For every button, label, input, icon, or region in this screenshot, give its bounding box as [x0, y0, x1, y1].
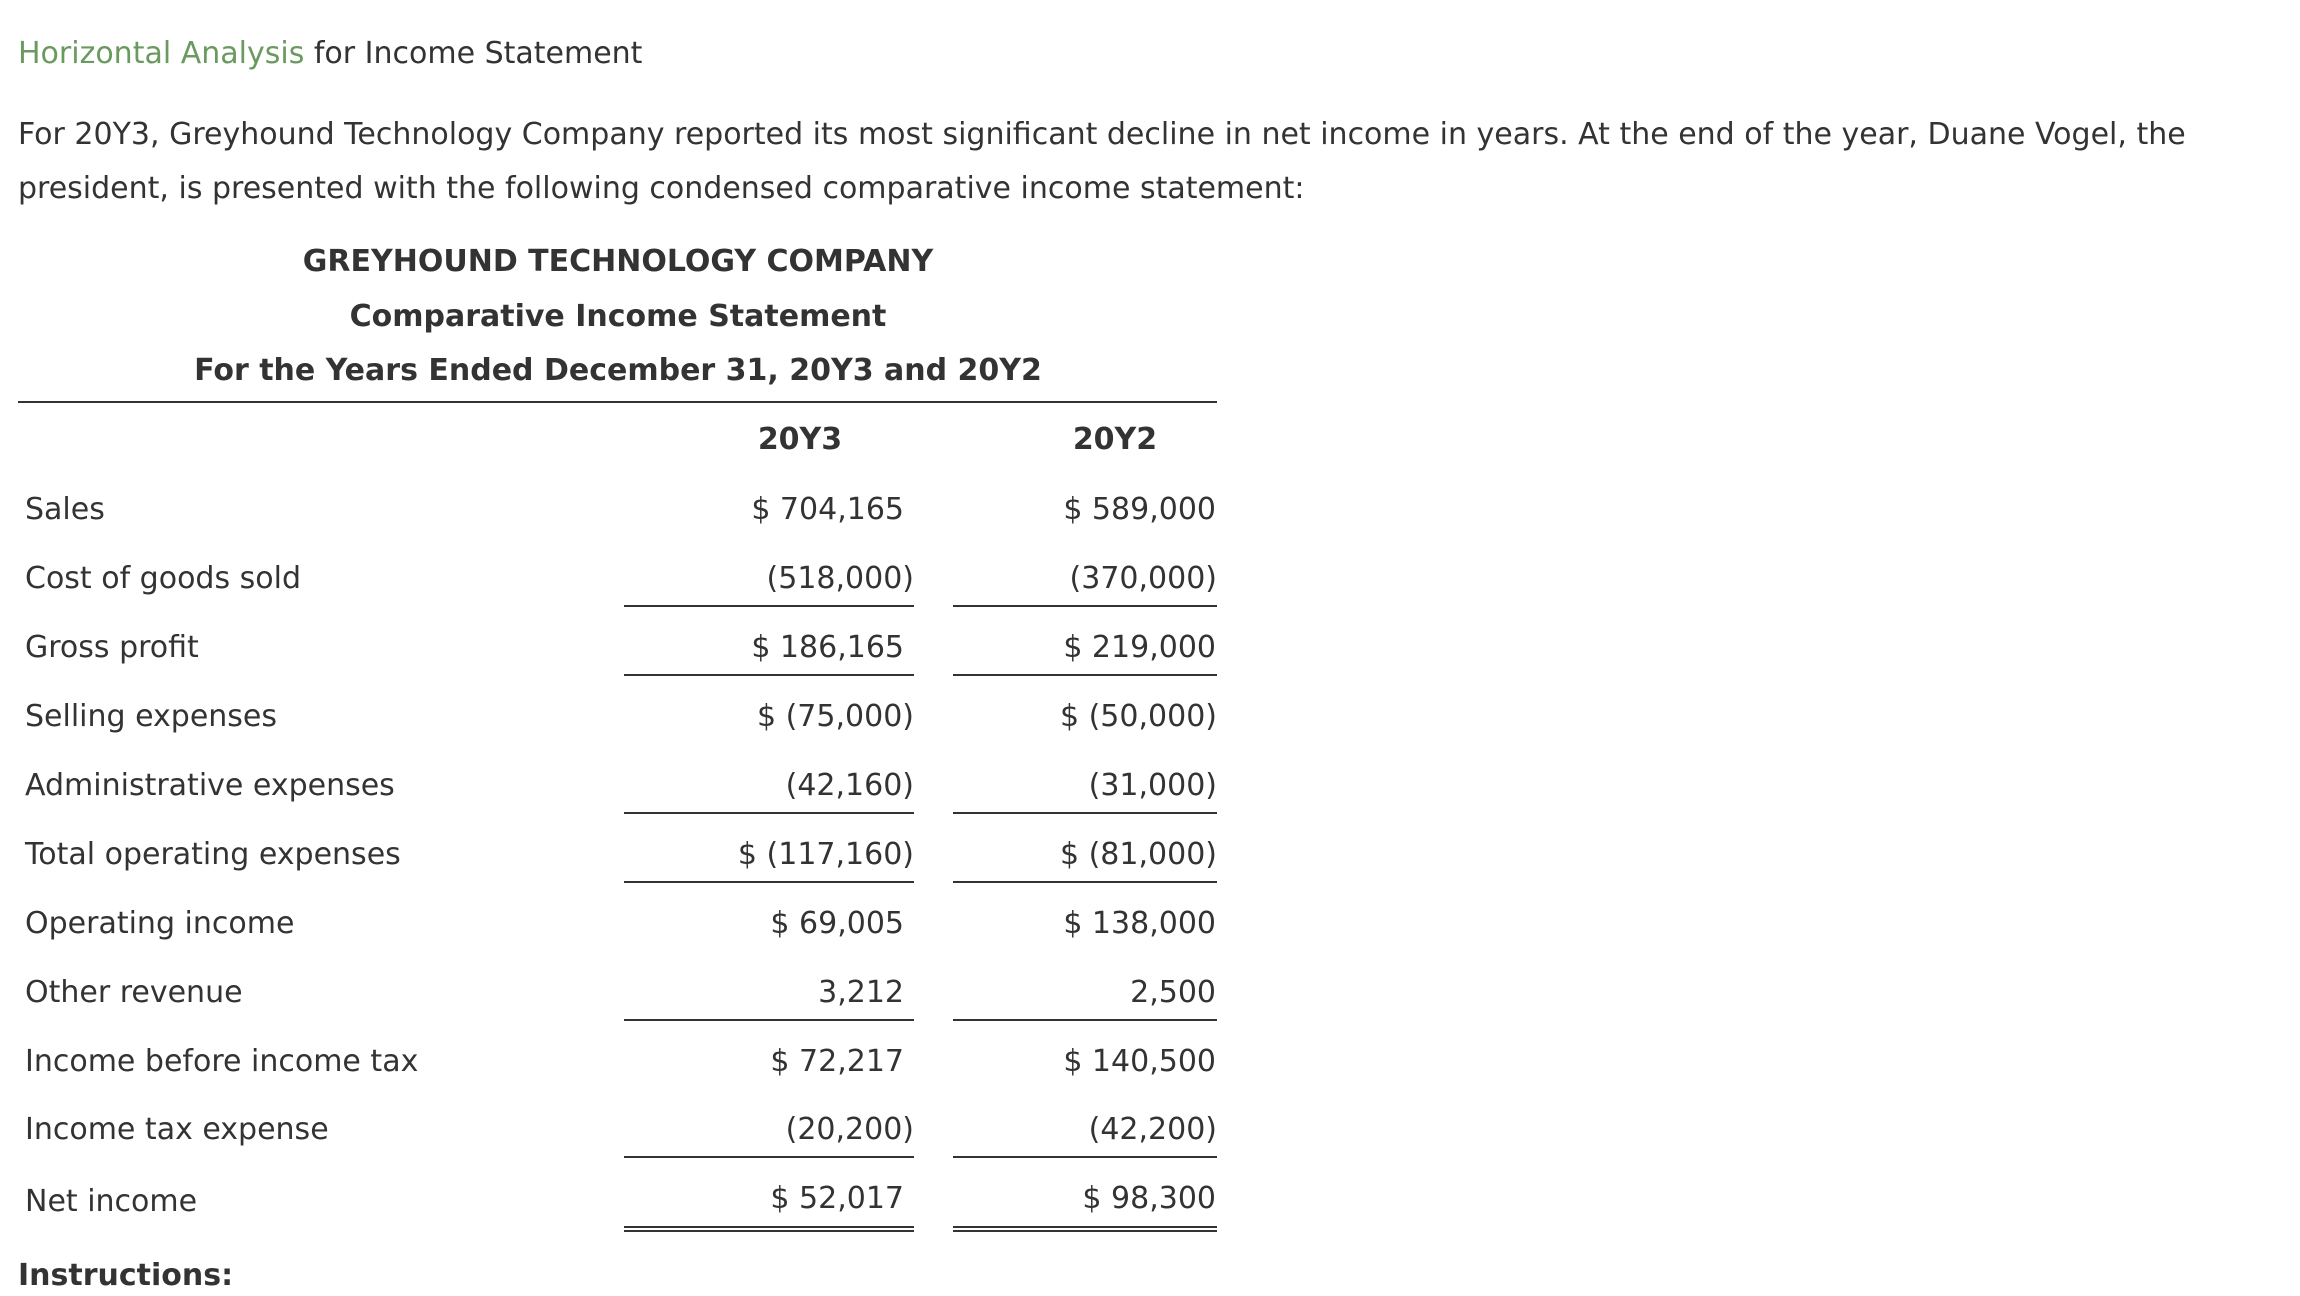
- cell-other-revenue-20y3: 3,212: [818, 975, 904, 1010]
- row-label-selling-expenses: Selling expenses: [25, 699, 278, 734]
- cell-sales-20y3: $ 704,165: [751, 492, 904, 527]
- statement-period: For the Years Ended December 31, 20Y3 and 20Y2: [194, 353, 1042, 388]
- row-label-administrative-expenses: Administrative expenses: [25, 768, 395, 803]
- column-header-20y3: 20Y3: [757, 422, 843, 457]
- underline: [953, 674, 1217, 676]
- row-label-sales: Sales: [25, 492, 105, 527]
- cell-total-operating-expenses-20y3: $ (117,160): [737, 837, 914, 872]
- underline: [624, 605, 914, 607]
- heading-text: for Income Statement: [304, 36, 643, 71]
- instructions-heading: Instructions:: [18, 1258, 234, 1293]
- cell-income-tax-expense-20y3: (20,200): [785, 1112, 914, 1147]
- row-label-income-tax-expense: Income tax expense: [25, 1112, 329, 1147]
- underline: [953, 881, 1217, 883]
- underline: [953, 1019, 1217, 1021]
- topic-link[interactable]: Horizontal Analysis: [18, 36, 305, 71]
- cell-selling-expenses-20y3: $ (75,000): [756, 699, 914, 734]
- cell-income-tax-expense-20y2: (42,200): [1088, 1112, 1217, 1147]
- underline: [953, 1156, 1217, 1158]
- cell-total-operating-expenses-20y2: $ (81,000): [1059, 837, 1217, 872]
- cell-net-income-20y2: $ 98,300: [1082, 1181, 1216, 1216]
- cell-gross-profit-20y2: $ 219,000: [1063, 630, 1216, 665]
- cell-admin-expenses-20y3: (42,160): [785, 768, 914, 803]
- underline: [624, 674, 914, 676]
- row-label-operating-income: Operating income: [25, 906, 295, 941]
- cell-cogs-20y3: (518,000): [766, 561, 914, 596]
- underline: [624, 1019, 914, 1021]
- row-label-total-operating-expenses: Total operating expenses: [25, 837, 401, 872]
- cell-income-before-tax-20y3: $ 72,217: [770, 1044, 904, 1079]
- row-label-income-before-income-tax: Income before income tax: [25, 1044, 419, 1079]
- underline: [953, 605, 1217, 607]
- row-label-gross-profit: Gross profit: [25, 630, 199, 665]
- cell-admin-expenses-20y2: (31,000): [1088, 768, 1217, 803]
- problem-paragraph: For 20Y3, Greyhound Technology Company reported its most significant decline in net income in years. At the end of the year, Duane Vogel, the president, is presented with the following condensed comparative income statement:: [18, 117, 2186, 206]
- table-top-rule: [18, 401, 1217, 403]
- double-underline: [953, 1226, 1217, 1232]
- underline: [953, 812, 1217, 814]
- underline: [624, 812, 914, 814]
- section-heading: [18, 34, 642, 74]
- cell-cogs-20y2: (370,000): [1069, 561, 1217, 596]
- row-label-cost-of-goods-sold: Cost of goods sold: [25, 561, 302, 596]
- underline: [624, 881, 914, 883]
- cell-income-before-tax-20y2: $ 140,500: [1063, 1044, 1216, 1079]
- cell-sales-20y2: $ 589,000: [1063, 492, 1216, 527]
- row-label-other-revenue: Other revenue: [25, 975, 243, 1010]
- cell-selling-expenses-20y2: $ (50,000): [1059, 699, 1217, 734]
- underline: [624, 1156, 914, 1158]
- statement-title: Comparative Income Statement: [349, 299, 887, 334]
- row-label-net-income: Net income: [25, 1184, 198, 1219]
- cell-gross-profit-20y3: $ 186,165: [751, 630, 904, 665]
- double-underline: [624, 1226, 914, 1232]
- cell-other-revenue-20y2: 2,500: [1130, 975, 1216, 1010]
- column-header-20y2: 20Y2: [1072, 422, 1158, 457]
- company-name: GREYHOUND TECHNOLOGY COMPANY: [302, 244, 934, 279]
- cell-operating-income-20y2: $ 138,000: [1063, 906, 1216, 941]
- cell-net-income-20y3: $ 52,017: [770, 1181, 904, 1216]
- cell-operating-income-20y3: $ 69,005: [770, 906, 904, 941]
